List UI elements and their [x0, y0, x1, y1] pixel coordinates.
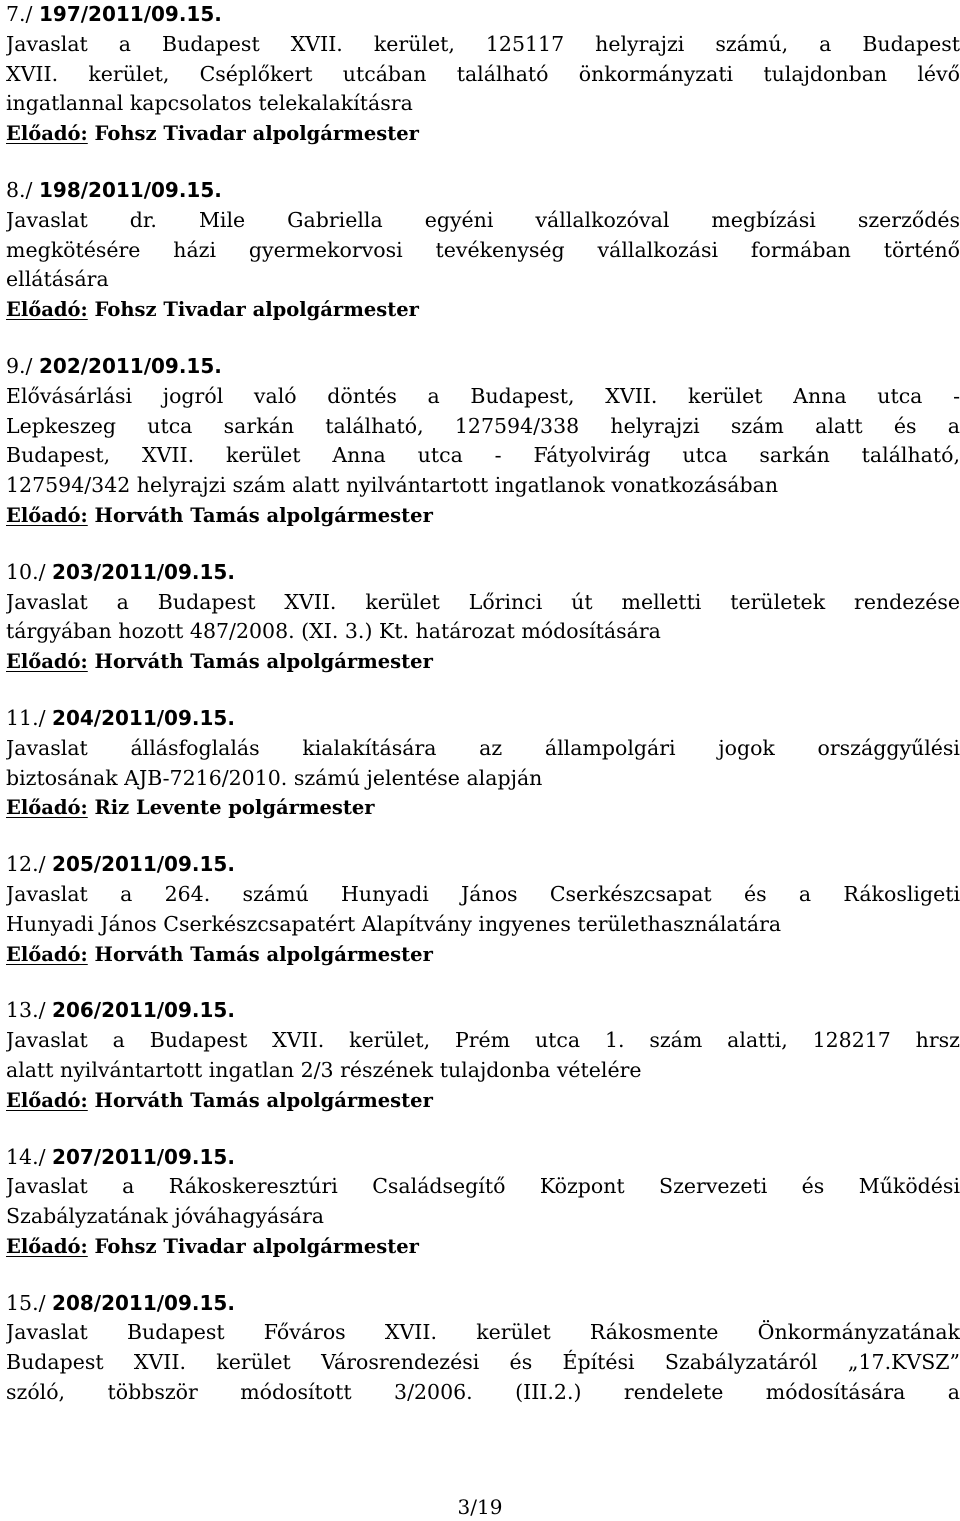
item-title-line: Budapest XVII. kerület Városrendezési és Építési Szabályzatáról „17.KVSZ”	[6, 1350, 960, 1375]
resolution-reference: 198/2011/09.15.	[38, 177, 222, 202]
item-title-line: megkötésére házi gyermekorvosi tevékenység vállalkozási formában történő	[6, 237, 960, 262]
item-title-line: Javaslat Budapest Főváros XVII. kerület Rákosmente Önkormányzatának	[6, 1320, 960, 1345]
agenda-item	[6, 0, 960, 149]
presenter-label: Előadó:	[6, 942, 88, 966]
item-title-line: Szabályzatának jóváhagyására	[6, 1204, 325, 1229]
item-heading	[6, 352, 960, 382]
presenter-name: Fohsz Tivadar alpolgármester	[87, 1234, 419, 1258]
item-title-line: 127594/342 helyrajzi szám alatt nyilvántartott ingatlanok vonatkozásában	[6, 473, 779, 498]
presenter-name: Fohsz Tivadar alpolgármester	[87, 122, 419, 146]
item-title-line: Javaslat a 264. számú Hunyadi János Cserkészcsapat és a Rákosligeti	[6, 881, 960, 906]
resolution-reference: 203/2011/09.15.	[52, 559, 235, 584]
presenter	[6, 119, 960, 149]
item-title-line: Javaslat dr. Mile Gabriella egyéni vállalkozóval megbízási szerződés	[6, 207, 960, 232]
resolution-reference: 204/2011/09.15.	[52, 705, 235, 730]
item-heading	[6, 1143, 960, 1173]
resolution-reference: 207/2011/09.15.	[52, 1144, 235, 1169]
presenter	[6, 647, 960, 677]
resolution-reference: 205/2011/09.15.	[52, 852, 235, 877]
item-heading	[6, 0, 960, 30]
presenter	[6, 793, 960, 823]
item-title-line: Elővásárlási jogról való döntés a Budapest, XVII. kerület Anna utca -	[6, 383, 960, 408]
item-title-line: Javaslat állásfoglalás kialakítására az állampolgári jogok országgyűlési	[6, 735, 960, 760]
item-title-line: alatt nyilvántartott ingatlan 2/3 részének tulajdonba vételére	[6, 1057, 642, 1082]
resolution-reference: 202/2011/09.15.	[38, 353, 222, 378]
item-title-line: ellátására	[6, 267, 109, 292]
document-body	[6, 0, 960, 1435]
item-title-line: Javaslat a Budapest XVII. kerület, Prém utca 1. szám alatti, 128217 hrsz	[6, 1028, 960, 1053]
item-number: 15./	[6, 1290, 53, 1315]
resolution-reference: 206/2011/09.15.	[52, 998, 235, 1023]
item-number: 9./	[6, 353, 39, 378]
item-title-line: tárgyában hozott 487/2008. (XI. 3.) Kt. határozat módosítására	[6, 619, 661, 644]
presenter-name: Horváth Tamás alpolgármester	[87, 942, 433, 966]
item-title-line: biztosának AJB-7216/2010. számú jelentése alapján	[6, 765, 543, 790]
item-number: 10./	[6, 559, 53, 584]
presenter-name: Horváth Tamás alpolgármester	[87, 503, 433, 527]
item-title-line: ingatlannal kapcsolatos telekalakításra	[6, 91, 413, 116]
item-heading	[6, 176, 960, 206]
item-number: 11./	[6, 705, 53, 730]
resolution-reference: 197/2011/09.15.	[38, 2, 222, 26]
item-title-line: Lepkeszeg utca sarkán található, 127594/338 helyrajzi szám alatt és a	[6, 413, 960, 438]
item-number: 13./	[6, 998, 53, 1023]
presenter-name: Riz Levente polgármester	[87, 796, 375, 820]
presenter-label: Előadó:	[6, 796, 88, 820]
agenda-item	[6, 558, 960, 677]
agenda-item	[6, 176, 960, 325]
item-number: 14./	[6, 1144, 53, 1169]
item-heading	[6, 1289, 960, 1319]
item-heading	[6, 704, 960, 734]
presenter	[6, 1086, 960, 1116]
agenda-item	[6, 704, 960, 823]
agenda-item	[6, 352, 960, 531]
presenter-name: Horváth Tamás alpolgármester	[87, 1088, 433, 1112]
page-number: 3/19	[457, 1495, 503, 1519]
presenter	[6, 940, 960, 970]
presenter-name: Fohsz Tivadar alpolgármester	[87, 298, 419, 322]
agenda-item	[6, 1289, 960, 1408]
presenter	[6, 501, 960, 531]
item-title-line: Budapest, XVII. kerület Anna utca - Fátyolvirág utca sarkán található,	[6, 443, 960, 468]
item-title-line: Javaslat a Budapest XVII. kerület, 125117 helyrajzi számú, a Budapest	[6, 31, 960, 56]
item-title-line: Javaslat a Rákoskeresztúri Családsegítő Központ Szervezeti és Működési	[6, 1174, 960, 1199]
presenter-name: Horváth Tamás alpolgármester	[87, 650, 433, 674]
agenda-item	[6, 850, 960, 969]
item-number: 12./	[6, 852, 53, 877]
presenter-label: Előadó:	[6, 503, 88, 527]
item-title-line: Javaslat a Budapest XVII. kerület Lőrinci út melletti területek rendezése	[6, 589, 960, 614]
presenter-label: Előadó:	[6, 650, 88, 674]
item-heading	[6, 996, 960, 1026]
item-number: 7./	[6, 2, 39, 26]
item-heading	[6, 850, 960, 880]
item-title-line: Hunyadi János Cserkészcsapatért Alapítvány ingyenes területhasználatára	[6, 911, 782, 936]
presenter-label: Előadó:	[6, 122, 88, 146]
presenter	[6, 1232, 960, 1262]
presenter-label: Előadó:	[6, 298, 88, 322]
item-heading	[6, 558, 960, 588]
item-number: 8./	[6, 177, 39, 202]
presenter-label: Előadó:	[6, 1234, 88, 1258]
agenda-item	[6, 1143, 960, 1262]
item-title-line: szóló, többször módosított 3/2006. (III.2.) rendelete módosítására a	[6, 1380, 960, 1405]
presenter-label: Előadó:	[6, 1088, 88, 1112]
item-title-line: XVII. kerület, Cséplőkert utcában található önkormányzati tulajdonban lévő	[6, 61, 960, 86]
presenter	[6, 295, 960, 325]
agenda-item	[6, 996, 960, 1115]
resolution-reference: 208/2011/09.15.	[52, 1290, 235, 1315]
